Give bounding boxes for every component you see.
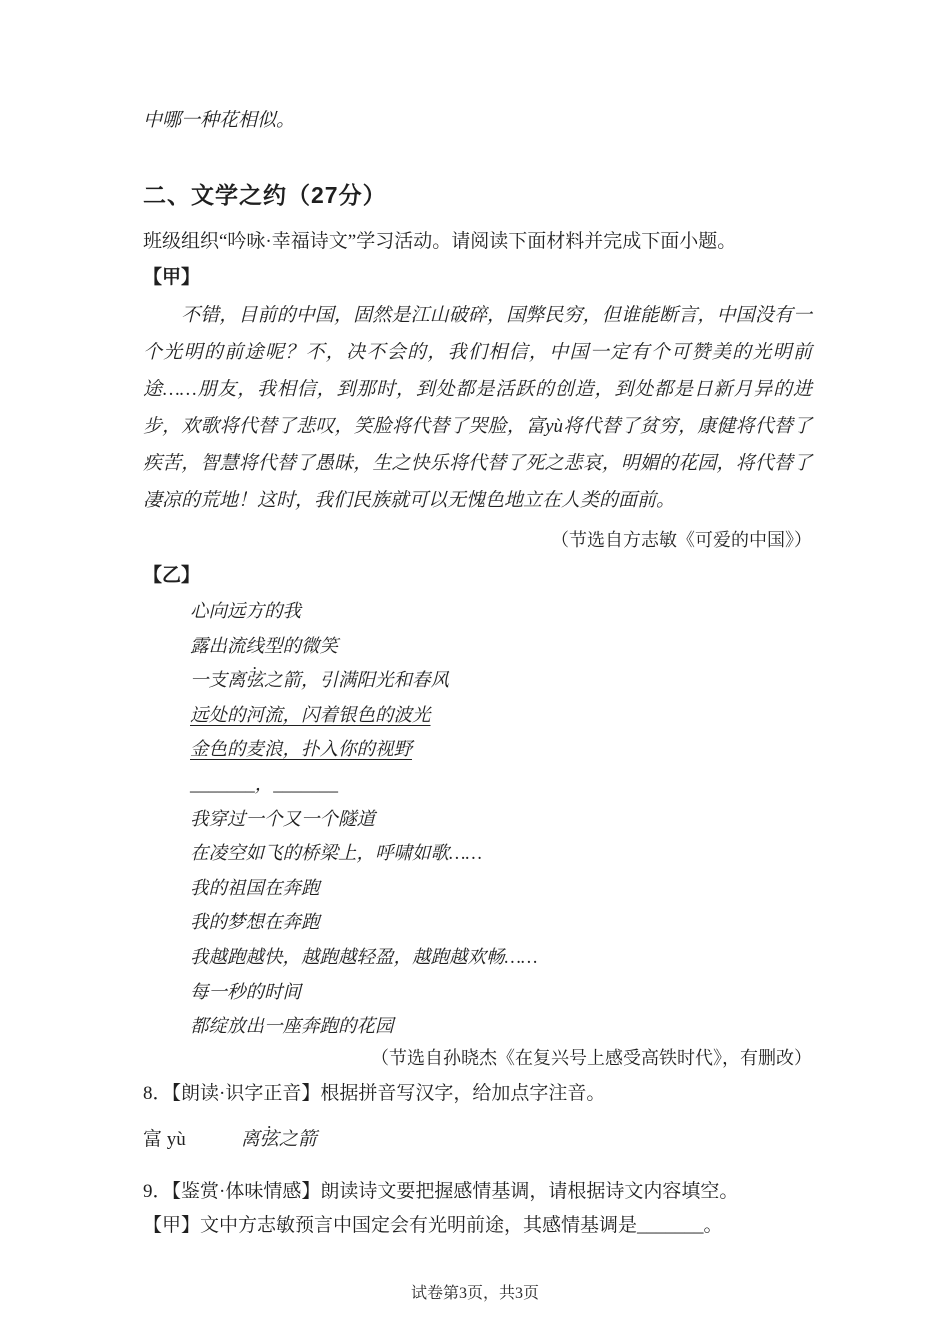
page-content [143,108,812,1239]
poem-line-post: 之箭，引满阳光和春风 [264,671,450,692]
poem-line: 每一秒的时间 [190,982,302,1003]
emphasis-dotted-char: 弦 [245,671,265,692]
activity-intro: 班级组织“吟咏·幸福诗文”学习活动。请阅读下面材料并完成下面小题。 [143,231,737,253]
q8-item-lixianzhijian [241,1129,317,1150]
page-footer: 试卷第3页，共3页 [410,1285,539,1302]
section-heading: 二、文学之约（27分） [143,182,387,208]
emphasis-dotted-char: 弦 [259,1128,279,1150]
passage-yi-label: 【乙】 [143,565,201,587]
question-8-items [143,1127,812,1153]
poem-blank-line: _______，_______ [190,775,339,796]
question-9-fill-jia: 【甲】文中方志敏预言中国定会有光明前途，其感情基调是_______。 [143,1214,723,1236]
poem-line-underlined: 金色的麦浪，扑入你的视野 [190,740,413,761]
q8-item2-post: 之箭 [278,1128,317,1150]
poem-line: 我的梦想在奔跑 [190,913,320,934]
poem-line: 都绽放出一座奔跑的花园 [190,1017,394,1038]
question-9-stem: 9．【鉴赏·体味情感】朗读诗文要把握感情基调，请根据诗文内容填空。 [143,1180,739,1202]
poem-line-underlined: 远处的河流，闪着银色的波光 [190,705,431,726]
poem-line: 露出流线型的微笑 [190,636,339,657]
passage-jia-label: 【甲】 [143,267,201,289]
poem-line-with-dotted-char [190,664,812,699]
passage-jia-text: 不错，目前的中国，固然是江山破碎，国弊民穷，但谁能断言，中国没有一个光明的前途呢？不，决不会的，我们相信，中国一定有个可赞美的光明前途……朋友，我相信，到那时，到处都是活跃的创造，到处都是日新月异的进步，欢歌将代替了悲叹，笑脸将代替了哭脸，富yù将代替了贫穷，康健将代替了疾苦，智慧将代替了愚昧，生之快乐将代替了死之悲哀，明媚的花园，将代替了凄凉的荒地！这时，我们民族就可以无愧色地立在人类的面前。 [143,305,812,512]
passage-jia-source: （节选自方志敏《可爱的中国》） [551,530,812,551]
poem-line: 心向远方的我 [190,602,302,623]
q8-item2-pre: 离 [240,1128,260,1150]
poem-line: 在凌空如飞的桥梁上，呼啸如歌…… [190,844,482,865]
passage-yi-source: （节选自孙晓杰《在复兴号上感受高铁时代》，有删改） [371,1047,812,1068]
q8-item-fuyu: 富 yù [143,1128,186,1150]
carryover-text: 中哪一种花相似。 [143,110,296,131]
poem-line: 我越跑越快，越跑越轻盈，越跑越欢畅…… [190,948,538,969]
poem-line: 我的祖国在奔跑 [190,878,320,899]
poem-line-pre: 一支离 [190,671,246,692]
poem-block [190,595,812,1045]
question-8-stem: 8．【朗读·识字正音】根据拼音写汉字，给加点字注音。 [143,1082,606,1104]
poem-line: 我穿过一个又一个隧道 [190,809,376,830]
